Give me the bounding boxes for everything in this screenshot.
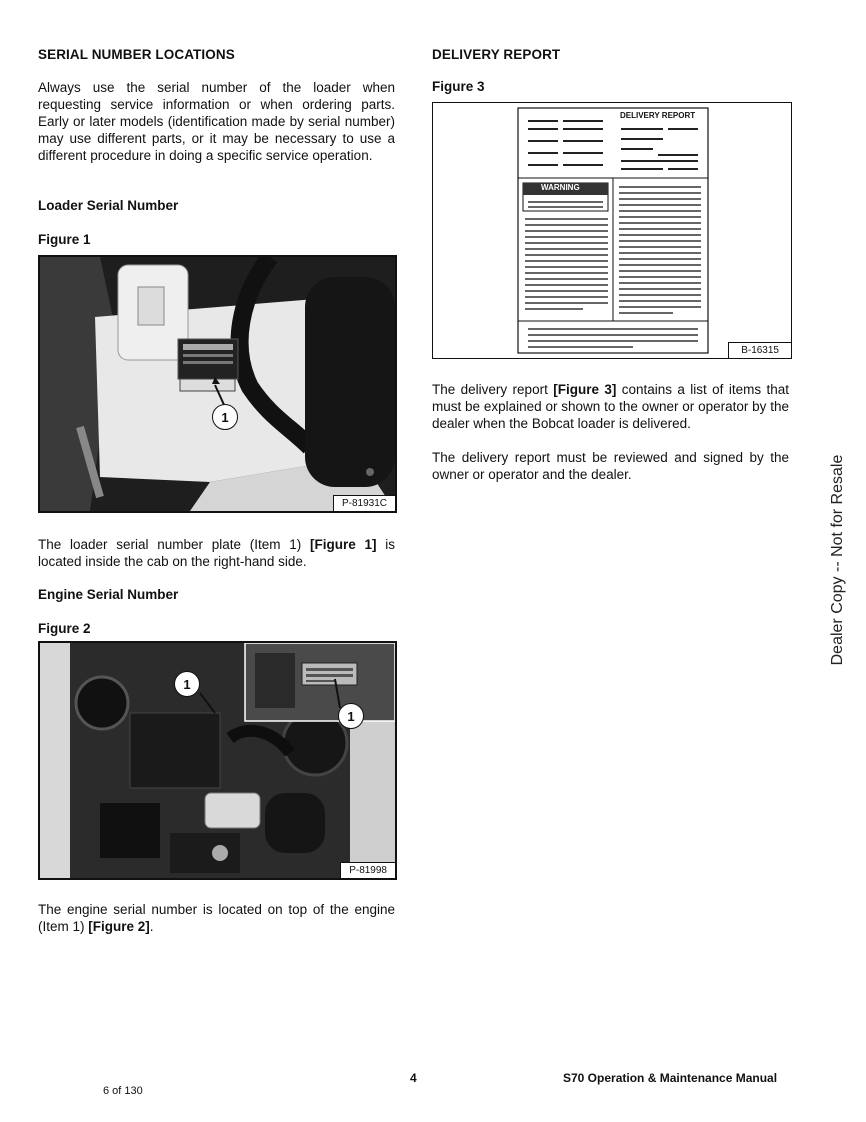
engine-illustration xyxy=(40,643,395,878)
figure1-caption-a: The loader serial number plate (Item 1) xyxy=(38,537,311,552)
figure1-photo xyxy=(38,255,397,513)
figure2-caption-b: . xyxy=(149,919,154,934)
figure2-ref: [Figure 2] xyxy=(88,919,150,934)
figure2-label: Figure 2 xyxy=(38,621,91,636)
manual-title: S70 Operation & Maintenance Manual xyxy=(563,1071,778,1085)
figure1-ref: [Figure 1] xyxy=(310,537,377,552)
figure3-tag: B-16315 xyxy=(728,342,791,358)
figure2-callout-engine: 1 xyxy=(174,671,200,697)
figure2-photo xyxy=(38,641,397,880)
figure3-illustration xyxy=(432,102,792,359)
section-heading-serial-numbers: SERIAL NUMBER LOCATIONS xyxy=(38,47,235,62)
delivery-paragraph-1 xyxy=(432,381,789,432)
figure1-tag: P-81931C xyxy=(333,495,395,511)
page-number: 4 xyxy=(410,1071,417,1085)
figure3-doc-title: DELIVERY REPORT xyxy=(620,111,696,120)
delivery-report-drawing xyxy=(433,103,790,357)
delivery-paragraph-1-a: The delivery report xyxy=(432,382,554,397)
delivery-paragraph-2: The delivery report must be reviewed and signed by the owner or operator and the dealer. xyxy=(432,450,789,482)
figure2-caption-a: The engine serial number is located on top of the engine (Item 1) xyxy=(38,902,395,934)
figure3-warning-label: WARNING xyxy=(541,183,580,192)
page-count: 6 of 130 xyxy=(103,1085,143,1097)
dealer-copy-text: Dealer Copy -- Not for Resale xyxy=(829,454,846,666)
loader-cab-illustration xyxy=(40,257,395,511)
loader-serial-heading: Loader Serial Number xyxy=(38,198,179,213)
engine-serial-heading: Engine Serial Number xyxy=(38,587,179,602)
intro-paragraph: Always use the serial number of the loader when requesting service information or when ordering parts. Early or later models (identification made by serial number) may use different parts, or it may be necessary to use a different procedure in doing a specific service operation. xyxy=(38,80,395,163)
figure2-tag: P-81998 xyxy=(340,862,395,878)
figure3-ref: [Figure 3] xyxy=(553,382,617,397)
figure1-label: Figure 1 xyxy=(38,232,91,247)
figure1-callout: 1 xyxy=(212,404,238,430)
figure1-caption xyxy=(38,536,395,570)
delivery-paragraph-1-b: contains a list of items that must be explained or shown to the owner or operator by the dealer when the Bobcat loader is delivered. xyxy=(432,382,789,431)
figure3-label: Figure 3 xyxy=(432,79,485,94)
figure1-caption-b: is located inside the cab on the right-hand side. xyxy=(38,537,396,569)
figure2-caption xyxy=(38,901,395,935)
section-heading-delivery-report: DELIVERY REPORT xyxy=(432,47,561,62)
figure2-callout-inset: 1 xyxy=(338,703,364,729)
